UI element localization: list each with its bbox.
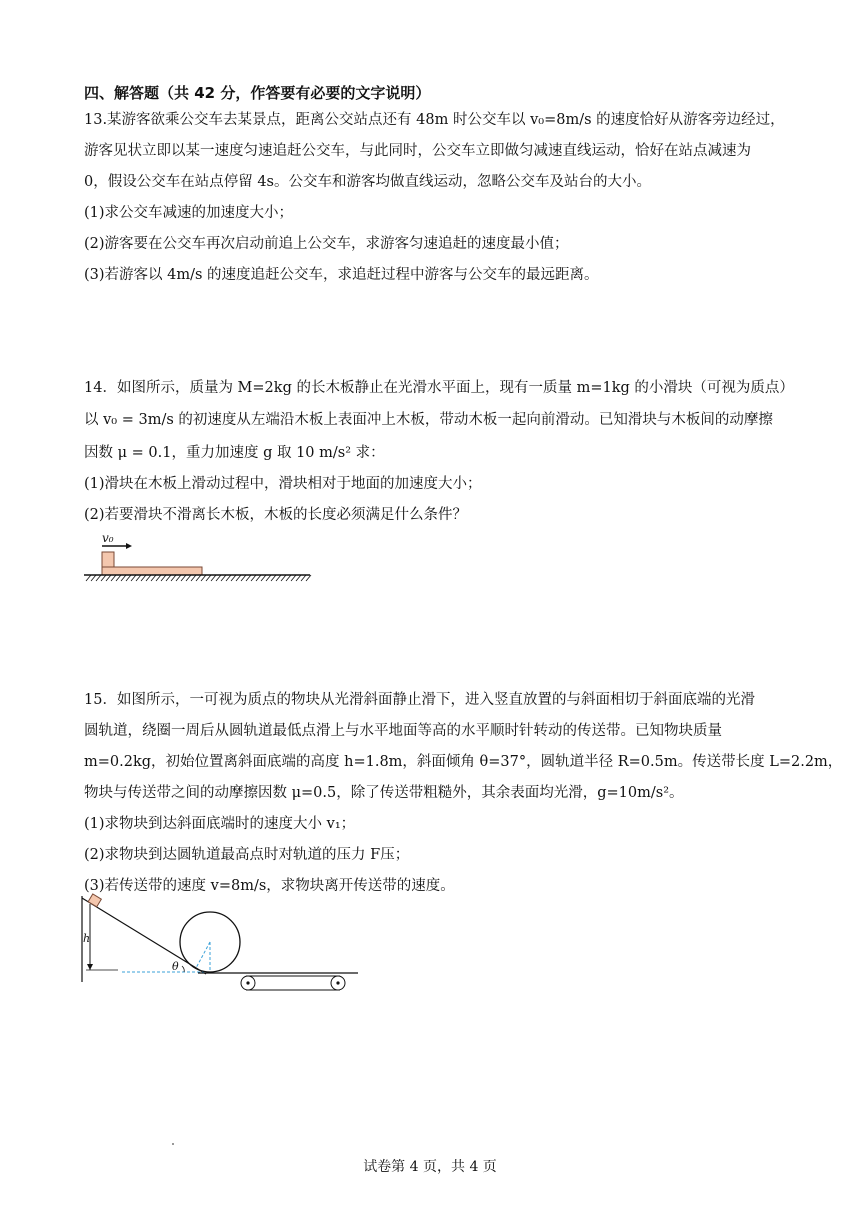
hatch-stroke — [221, 575, 226, 581]
q14-line-2: 以 v₀ = 3m/s 的初速度从左端沿木板上表面冲上木板，带动木板一起向前滑动。已知滑块与木板间的动摩擦 — [84, 412, 773, 428]
hatch-stroke — [276, 575, 281, 581]
hatch-stroke — [196, 575, 201, 581]
theta-label: θ — [172, 960, 179, 973]
hatch-stroke — [116, 575, 121, 581]
hatch-stroke — [271, 575, 276, 581]
hatch-stroke — [291, 575, 296, 581]
q15-line-1: 15．如图所示，一可视为质点的物块从光滑斜面静止滑下，进入竖直放置的与斜面相切于斜面底端的光滑 — [84, 692, 755, 708]
hatch-stroke — [151, 575, 156, 581]
hatch-stroke — [126, 575, 131, 581]
hatch-stroke — [266, 575, 271, 581]
hatch-stroke — [156, 575, 161, 581]
hatch-stroke — [121, 575, 126, 581]
q13-line-1: 13.某游客欲乘公交车去某景点，距离公交站点还有 48m 时公交车以 v₀=8m/s 的速度恰好从游客旁边经过， — [84, 112, 785, 128]
hatch-stroke — [101, 575, 106, 581]
hatch-stroke — [231, 575, 236, 581]
dashed-radius-slant — [196, 942, 210, 968]
hatch-stroke — [146, 575, 151, 581]
v0-arrowhead — [126, 543, 132, 549]
hatch-stroke — [236, 575, 241, 581]
q13-sub-3: (3)若游客以 4m/s 的速度追赶公交车，求追赶过程中游客与公交车的最远距离。 — [84, 267, 599, 283]
hatch-stroke — [296, 575, 301, 581]
q15-sub-3: (3)若传送带的速度 v=8m/s，求物块离开传送带的速度。 — [84, 878, 455, 894]
hatch-stroke — [206, 575, 211, 581]
hatch-stroke — [301, 575, 306, 581]
hatch-stroke — [141, 575, 146, 581]
angle-arc — [182, 966, 184, 972]
hatch-stroke — [256, 575, 261, 581]
hatch-stroke — [286, 575, 291, 581]
q15-sub-2: (2)求物块到达圆轨道最高点时对轨道的压力 F压； — [84, 847, 410, 863]
hatch-stroke — [131, 575, 136, 581]
q15-figure — [78, 892, 368, 1002]
q15-line-2: 圆轨道，绕圈一周后从圆轨道最低点滑上与水平地面等高的水平顺时针转动的传送带。已知物块质量 — [84, 723, 722, 739]
q14-figure — [80, 528, 320, 592]
hatch-stroke — [136, 575, 141, 581]
hatch-stroke — [176, 575, 181, 581]
height-arrowhead — [87, 964, 93, 970]
hatch-stroke — [306, 575, 311, 581]
right-pulley-axle — [336, 981, 339, 984]
hatch-stroke — [226, 575, 231, 581]
hatch-stroke — [161, 575, 166, 581]
q13-sub-2: (2)游客要在公交车再次启动前追上公交车，求游客匀速追赶的速度最小值； — [84, 236, 569, 252]
page-footer: 试卷第 4 页，共 4 页 — [363, 1159, 497, 1175]
hatch-stroke — [191, 575, 196, 581]
hatch-stroke — [261, 575, 266, 581]
left-pulley-axle — [246, 981, 249, 984]
hatch-stroke — [106, 575, 111, 581]
hatch-stroke — [166, 575, 171, 581]
q14-sub-2: (2)若要滑块不滑离长木板，木板的长度必须满足什么条件？ — [84, 507, 468, 523]
hatch-stroke — [111, 575, 116, 581]
hatch-stroke — [251, 575, 256, 581]
q15-line-3: m=0.2kg，初始位置离斜面底端的高度 h=1.8m，斜面倾角 θ=37°，圆轨道半径 R=0.5m。传送带长度 L=2.2m， — [84, 754, 843, 770]
q15-sub-1: (1)求物块到达斜面底端时的速度大小 v₁； — [84, 816, 356, 832]
v0-label: v₀ — [102, 531, 114, 545]
hatch-stroke — [171, 575, 176, 581]
hatch-stroke — [246, 575, 251, 581]
q14-line-3: 因数 μ = 0.1，重力加速度 g 取 10 m/s² 求： — [84, 445, 385, 461]
hatch-stroke — [281, 575, 286, 581]
q15-line-4: 物块与传送带之间的动摩擦因数 μ=0.5，除了传送带粗糙外，其余表面均光滑，g=10m/s²。 — [84, 785, 684, 801]
hatch-stroke — [216, 575, 221, 581]
ground-hatching — [86, 575, 311, 581]
h-label: h — [83, 932, 91, 945]
stray-dot — [172, 1143, 174, 1145]
q13-sub-1: (1)求公交车减速的加速度大小； — [84, 205, 294, 221]
hatch-stroke — [91, 575, 96, 581]
hatch-stroke — [201, 575, 206, 581]
hatch-stroke — [181, 575, 186, 581]
long-board — [102, 567, 202, 575]
hatch-stroke — [241, 575, 246, 581]
q14-line-1: 14．如图所示，质量为 M=2kg 的长木板静止在光滑水平面上，现有一质量 m=1kg 的小滑块（可视为质点） — [84, 380, 794, 396]
q13-line-3: 0，假设公交车在站点停留 4s。公交车和游客均做直线运动，忽略公交车及站台的大小。 — [84, 174, 651, 190]
hatch-stroke — [211, 575, 216, 581]
hatch-stroke — [96, 575, 101, 581]
hatch-stroke — [186, 575, 191, 581]
small-block — [102, 552, 114, 567]
section-heading: 四、解答题（共 42 分，作答要有必要的文字说明） — [84, 84, 431, 102]
hatch-stroke — [86, 575, 91, 581]
q14-sub-1: (1)滑块在木板上滑动过程中，滑块相对于地面的加速度大小； — [84, 476, 482, 492]
q13-line-2: 游客见状立即以某一速度匀速追赶公交车，与此同时，公交车立即做匀减速直线运动，恰好在站点减速为 — [84, 143, 751, 159]
